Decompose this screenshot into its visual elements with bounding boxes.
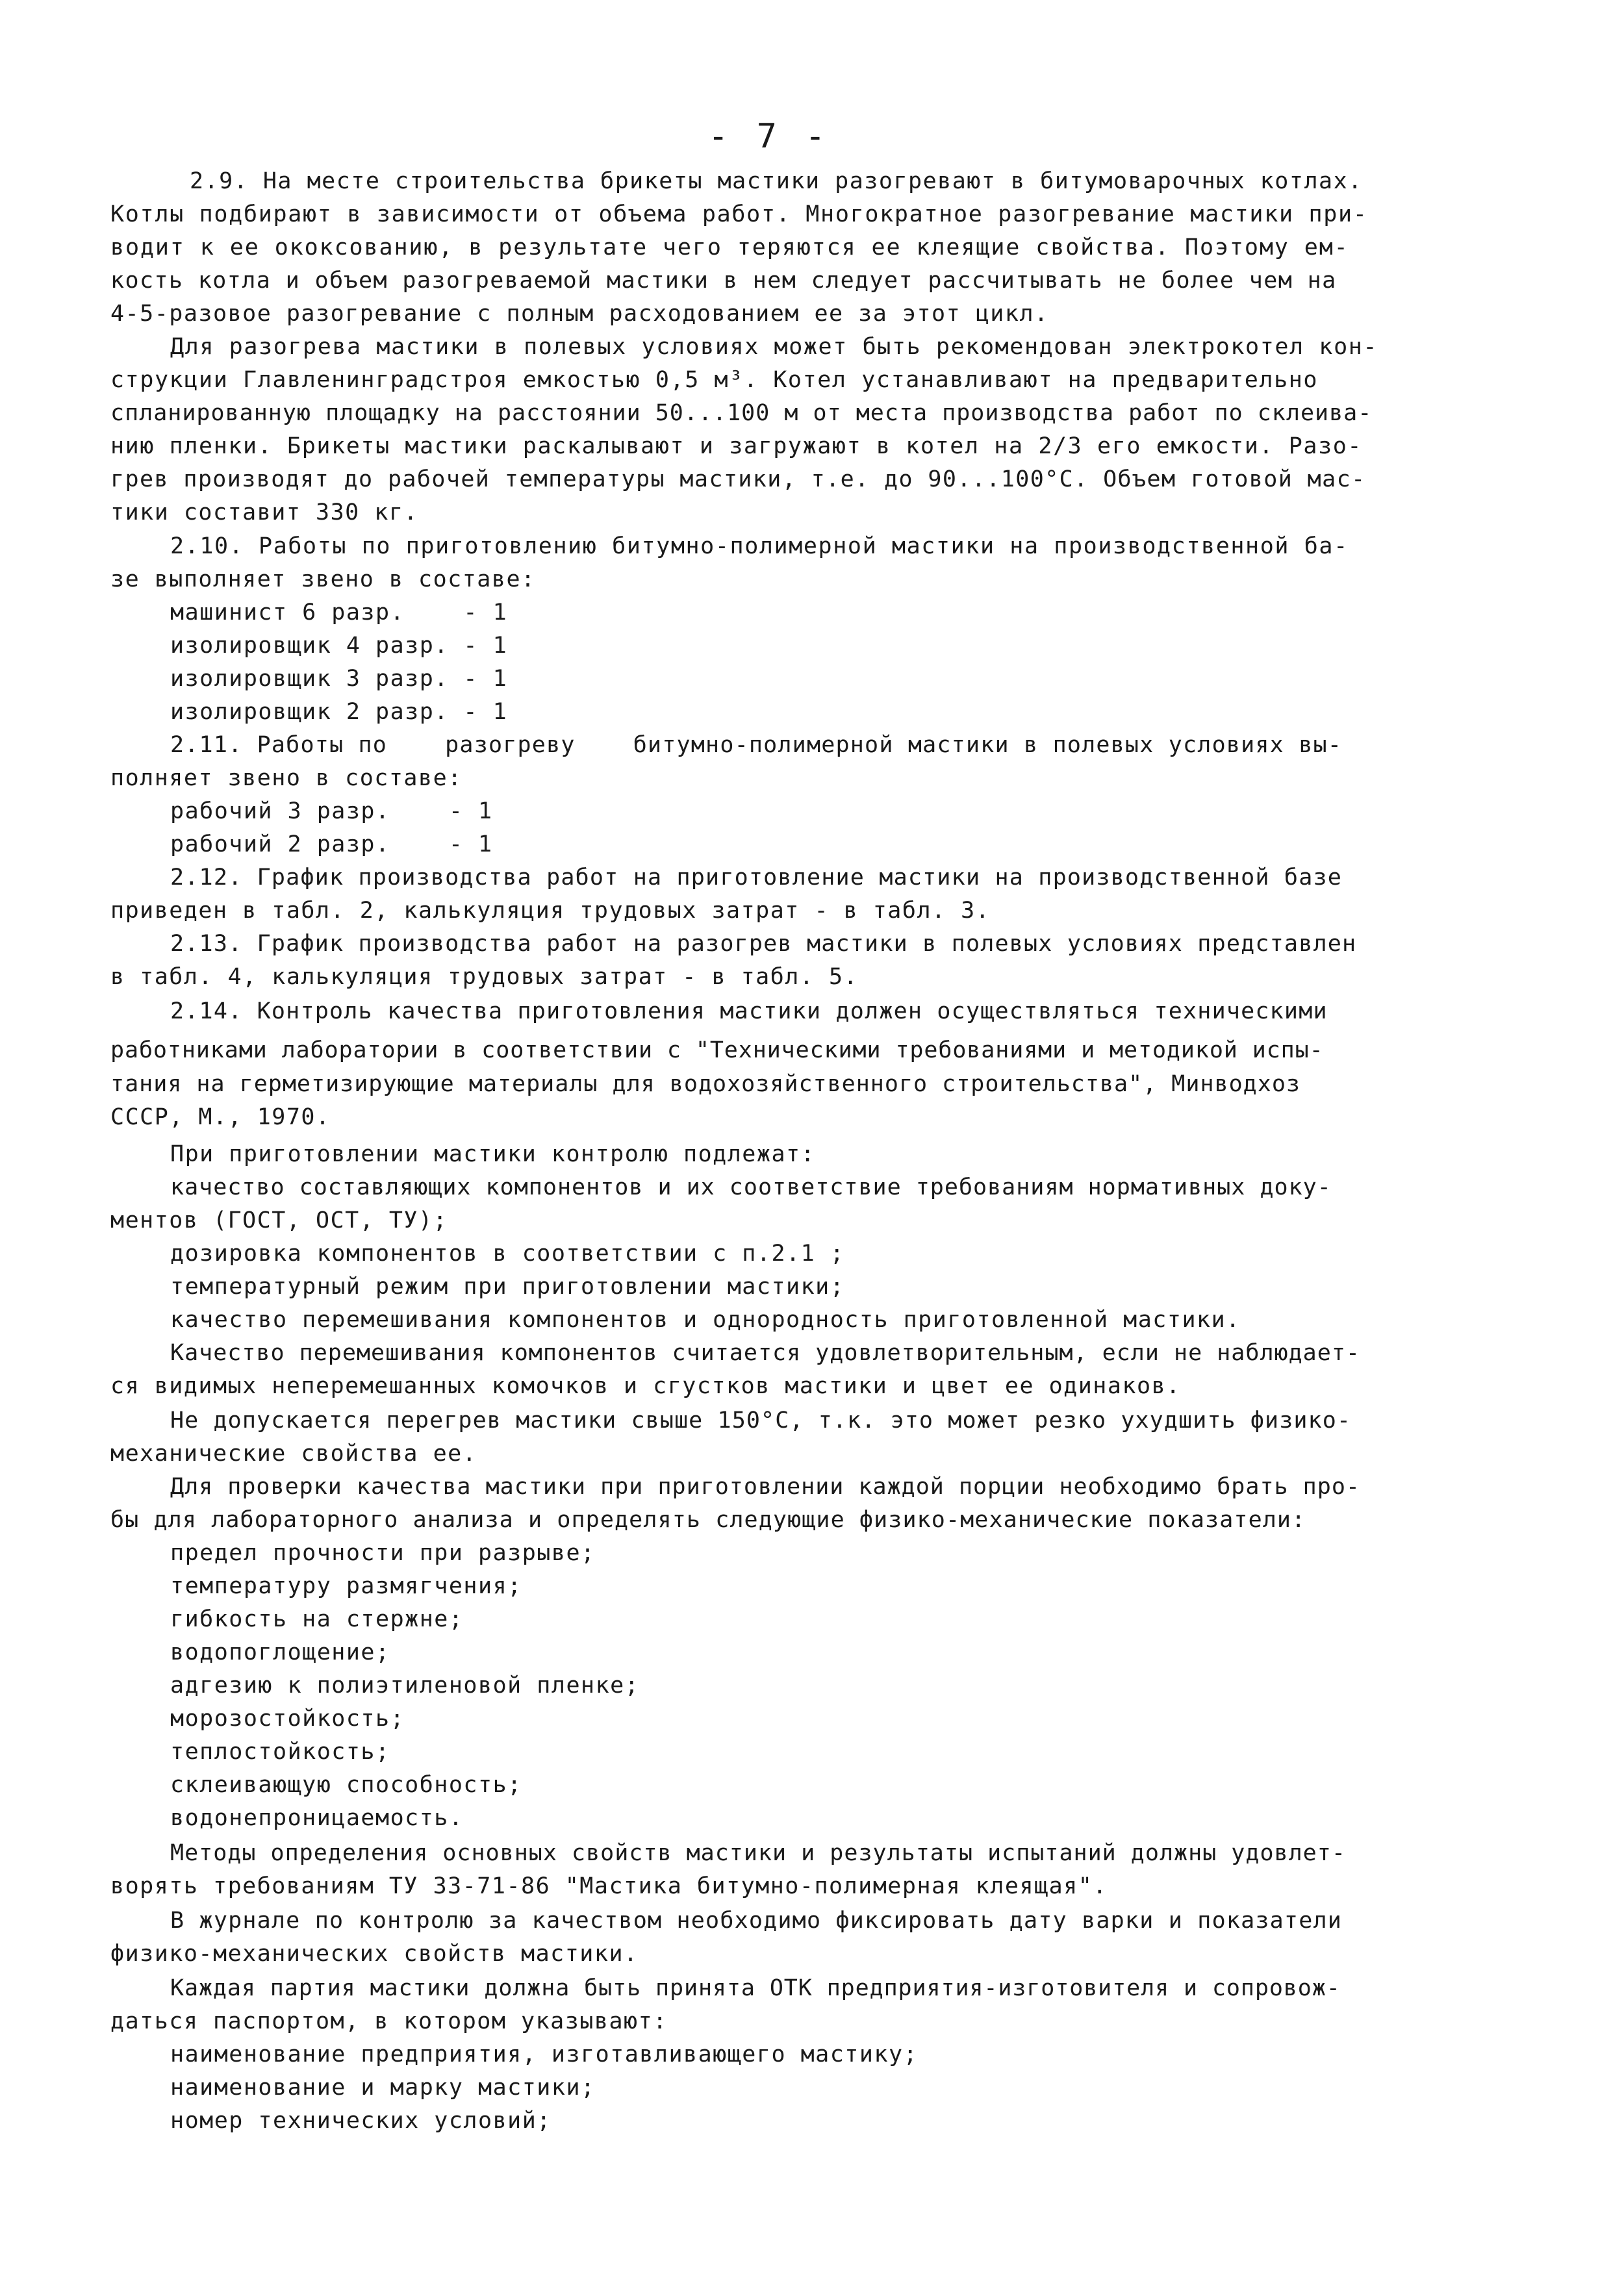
text-line: машинист 6 разр. - 1 [170, 600, 508, 625]
page-number: - 7 - [708, 117, 830, 156]
text-line: ворять требованиям ТУ 33-71-86 "Мастика битумно-полимерная клеящая". [110, 1873, 1108, 1899]
text-line: механические свойства ее. [110, 1441, 477, 1467]
text-line: 4-5-разовое разогревание с полным расходованием ее за этот цикл. [110, 301, 1049, 327]
text-line: наименование предприятия, изготавливающего мастику; [170, 2041, 919, 2067]
text-line: тики составит 330 кг. [110, 499, 419, 525]
text-line: Методы определения основных свойств мастики и результаты испытаний должны удовлет- [170, 1840, 1346, 1866]
text-line: водит к ее ококсованию, в результате чего теряются ее клеящие свойства. Поэтому ем- [110, 234, 1349, 260]
text-line: адгезию к полиэтиленовой пленке; [170, 1673, 640, 1699]
text-line: спланированную площадку на расстоянии 50...100 м от места производства работ по склеива- [110, 400, 1373, 426]
text-line: качество перемешивания компонентов и однородность приготовленной мастики. [170, 1307, 1241, 1333]
text-line: полняет звено в составе: [110, 765, 463, 791]
text-line: температуру размягчения; [170, 1573, 522, 1599]
text-line: в табл. 4, калькуляция трудовых затрат - в табл. 5. [110, 964, 859, 990]
text-line: ся видимых неперемешанных комочков и сгустков мастики и цвет ее одинаков. [110, 1373, 1181, 1399]
text-line: бы для лабораторного анализа и определять следующие физико-механические показатели: [110, 1507, 1306, 1533]
text-line: приведен в табл. 2, калькуляция трудовых затрат - в табл. 3. [110, 898, 991, 924]
text-line: Качество перемешивания компонентов считается удовлетворительным, если не наблюдает- [170, 1340, 1360, 1366]
text-line: 2.12. График производства работ на приготовление мастики на производственной базе [170, 865, 1343, 891]
text-line: изолировщик 4 разр. - 1 [170, 633, 508, 659]
text-line: рабочий 3 разр. - 1 [170, 798, 493, 824]
text-line: рабочий 2 разр. - 1 [170, 831, 493, 857]
text-line: предел прочности при разрыве; [170, 1540, 596, 1566]
text-line: 2.10. Работы по приготовлению битумно-полимерной мастики на производственной ба- [170, 533, 1349, 559]
text-line: Каждая партия мастики должна быть принята ОТК предприятия-изготовителя и сопровож- [170, 1975, 1341, 2001]
text-line: работниками лаборатории в соответствии с "Техническими требованиями и методикой испы- [110, 1037, 1324, 1063]
text-line: температурный режим при приготовлении мастики; [170, 1274, 845, 1300]
text-line: грев производят до рабочей температуры мастики, т.е. до 90...100°С. Объем готовой мас- [110, 466, 1366, 492]
text-line: изолировщик 3 разр. - 1 [170, 666, 508, 692]
text-line: физико-механических свойств мастики. [110, 1941, 639, 1967]
text-line: Для разогрева мастики в полевых условиях может быть рекомендован электрокотел кон- [170, 334, 1378, 360]
text-line: наименование и марку мастики; [170, 2075, 596, 2101]
text-line: 2.9. На месте строительства брикеты мастики разогревают в битумоварочных котлах. [190, 168, 1363, 194]
text-line: нию пленки. Брикеты мастики раскалывают и загружают в котел на 2/3 его емкости. Разо- [110, 433, 1363, 459]
text-line: Не допускается перегрев мастики свыше 150°С, т.к. это может резко ухудшить физико- [170, 1408, 1352, 1434]
text-line: теплостойкость; [170, 1739, 390, 1765]
text-line: изолировщик 2 разр. - 1 [170, 699, 508, 725]
text-line: гибкость на стержне; [170, 1606, 464, 1632]
text-line: СССР, М., 1970. [110, 1104, 331, 1130]
text-line: ментов (ГОСТ, ОСТ, ТУ); [110, 1207, 448, 1233]
text-line: Для проверки качества мастики при приготовлении каждой порции необходимо брать про- [170, 1474, 1360, 1500]
text-line: дозировка компонентов в соответствии с п.2.1 ; [170, 1241, 845, 1267]
text-line: тания на герметизирующие материалы для водохозяйственного строительства", Минводхоз [110, 1071, 1300, 1097]
text-line: морозостойкость; [170, 1706, 405, 1732]
text-line: струкции Главленинградстроя емкостью 0,5 м³. Котел устанавливают на предварительно [110, 367, 1319, 393]
text-line: В журнале по контролю за качеством необходимо фиксировать дату варки и показатели [170, 1908, 1343, 1934]
text-line: зе выполняет звено в составе: [110, 566, 536, 592]
text-line: 2.14. Контроль качества приготовления мастики должен осуществляться техническими [170, 998, 1328, 1024]
text-line: даться паспортом, в котором указывают: [110, 2008, 668, 2034]
text-line: номер технических условий; [170, 2108, 552, 2134]
text-line: Котлы подбирают в зависимости от объема работ. Многократное разогревание мастики при- [110, 201, 1368, 227]
text-line: 2.13. График производства работ на разогрев мастики в полевых условиях представлен [170, 931, 1357, 957]
text-line: При приготовлении мастики контролю подлежат: [170, 1141, 816, 1167]
text-line: кость котла и объем разогреваемой мастики в нем следует рассчитывать не более чем на [110, 268, 1337, 294]
text-line: водопоглощение; [170, 1639, 390, 1665]
text-line: склеивающую способность; [170, 1772, 522, 1798]
text-line: водонепроницаемость. [170, 1805, 464, 1831]
text-line: 2.11. Работы по разогреву битумно-полимерной мастики в полевых условиях вы- [170, 732, 1343, 758]
text-line: качество составляющих компонентов и их соответствие требованиям нормативных доку- [170, 1174, 1332, 1200]
